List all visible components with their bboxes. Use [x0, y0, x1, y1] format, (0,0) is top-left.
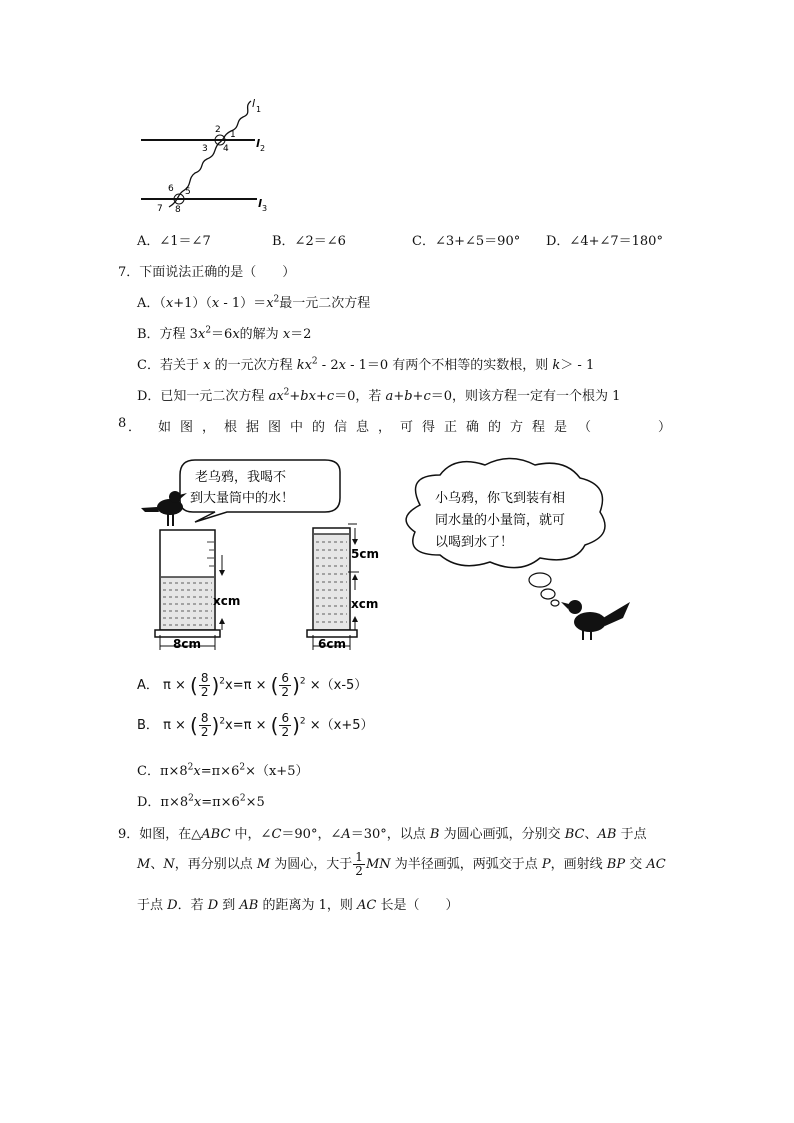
q6-option-c: C．∠3+∠5＝90° [412, 234, 521, 249]
q8-stem-char: 图 [180, 420, 194, 435]
q8-stem-char: 8 [118, 416, 127, 431]
fraction-one-half: $\frac{1}{2}$ [355, 850, 363, 878]
small-cylinder [307, 524, 379, 651]
q8-stem-char: 的 [488, 420, 502, 435]
fraction: $\frac{8}{2}$ [200, 711, 209, 739]
q7-option-b: B．方程 $3x^2=6x$的解为 x＝2 [137, 325, 312, 342]
label-l1: l [252, 97, 256, 110]
q8-stem-char: 方 [510, 420, 524, 435]
small-cylinder-height-label: xcm [351, 597, 379, 611]
q8-stem-char: 是 [554, 420, 568, 435]
q8-stem-char: 确 [466, 420, 480, 435]
q6-option-a: A．∠1＝∠7 [137, 234, 211, 249]
right-bubble-line3: 以喝到水了！ [435, 535, 514, 550]
angle-label-2: 2 [215, 125, 221, 135]
q8-stem-char: 信 [334, 420, 348, 435]
angle-label-4: 4 [223, 144, 229, 154]
q8-stem-char: 如 [158, 420, 172, 435]
q8-stem-char: 中 [290, 420, 304, 435]
q8-stem-char: 可 [400, 420, 414, 435]
fraction: $\frac{6}{2}$ [281, 671, 290, 699]
q8-stem-char: 据 [246, 420, 260, 435]
crow-cylinders-figure [135, 450, 645, 655]
q8-stem-char: 息 [356, 420, 370, 435]
q7-option-a: A．$(x+1)(x - 1)=x^2$最一元二次方程 [137, 294, 371, 311]
right-bubble-line2: 同水量的小量筒，就可 [435, 513, 566, 528]
q8-stem-char: ． [128, 420, 142, 435]
q8-stem-char: 程 [532, 420, 546, 435]
q6-option-b: B．∠2＝∠6 [272, 234, 346, 249]
right-thought-cloud [406, 459, 605, 607]
q7-option-d: D．已知一元二次方程 $ax^2+bx+c=0$，若 a+b+c＝0，则该方程一定有一个根为 1 [137, 387, 621, 404]
q8-stem-char: 得 [422, 420, 436, 435]
q8-stem-char: ） [658, 420, 672, 435]
q7-stem: 7．下面说法正确的是（ ） [118, 265, 296, 280]
q8-stem-char: 正 [444, 420, 458, 435]
q9-line2: M、N，再分别以点 M 为圆心，大于 $\frac{1}{2}$ MN 为半径画弧，两弧交于点 P，画射线 BP 交 AC [137, 850, 666, 878]
q7-option-c: C．若关于 x 的一元次方程 $kx^2 - 2x - 1=0$ 有两个不相等的实数根，则 k＞ - 1 [137, 356, 595, 373]
label-l3: l [258, 197, 262, 210]
angle-label-3: 3 [202, 144, 208, 154]
q8-stem-char: ， [378, 420, 392, 435]
fraction: $\frac{6}{2}$ [281, 711, 290, 739]
q8-option-a: A． π × ( $\frac{8}{2}$ )$^2$x=π × ( $\frac{6}{2}$ )$^2$ ×（x-5） [137, 671, 368, 699]
left-bubble-line1: 老乌鸦，我喝不 [195, 470, 287, 485]
q8-stem-char: 根 [224, 420, 238, 435]
angle-label-5: 5 [185, 187, 191, 197]
transversal-l1 [169, 101, 251, 207]
q8-stem-char: 图 [268, 420, 282, 435]
q8-option-d: D．$\pi\times 8^2x=\pi\times 6^2\times 5$ [137, 793, 265, 810]
q8-stem-char: ， [202, 420, 216, 435]
q9-line1: 9．如图，在△ABC 中，∠C＝90°，∠A＝30°，以点 B 为圆心画弧，分别交 BC、AB 于点 [118, 827, 647, 842]
old-crow [141, 491, 187, 526]
left-bubble-line2: 到大量筒中的水！ [190, 491, 295, 506]
angle-label-8: 8 [175, 205, 181, 215]
angle-label-6: 6 [168, 184, 174, 194]
parallel-lines-figure [135, 95, 285, 220]
label-l3-sub: 3 [262, 204, 268, 213]
young-crow [561, 600, 630, 640]
large-cylinder-width-label: 8cm [173, 637, 201, 651]
right-bubble-line1: 小乌鸦，你飞到装有相 [435, 491, 566, 506]
large-cylinder [155, 530, 240, 651]
label-l1-sub: 1 [256, 105, 262, 114]
q8-option-c: C．$\pi\times 8^2x=\pi\times 6^2\times(x+5)$ [137, 762, 309, 779]
q6-option-d: D．∠4+∠7＝180° [546, 234, 663, 249]
angle-label-1: 1 [230, 130, 236, 140]
angle-label-7: 7 [157, 204, 163, 214]
q8-stem-char: （ [578, 420, 592, 435]
small-cylinder-width-label: 6cm [318, 637, 346, 651]
q9-line3: 于点 D．若 D 到 AB 的距离为 1，则 AC 长是（ ） [137, 898, 459, 913]
label-l2: l [256, 137, 260, 150]
q8-option-b: B． π × ( $\frac{8}{2}$ )$^2$x=π × ( $\frac{6}{2}$ )$^2$ ×（x+5） [137, 711, 374, 739]
large-cylinder-height-label: xcm [213, 594, 241, 608]
small-cylinder-gap-label: 5cm [351, 547, 379, 561]
q8-stem-char: 的 [312, 420, 326, 435]
label-l2-sub: 2 [260, 144, 266, 153]
fraction: $\frac{8}{2}$ [200, 671, 209, 699]
